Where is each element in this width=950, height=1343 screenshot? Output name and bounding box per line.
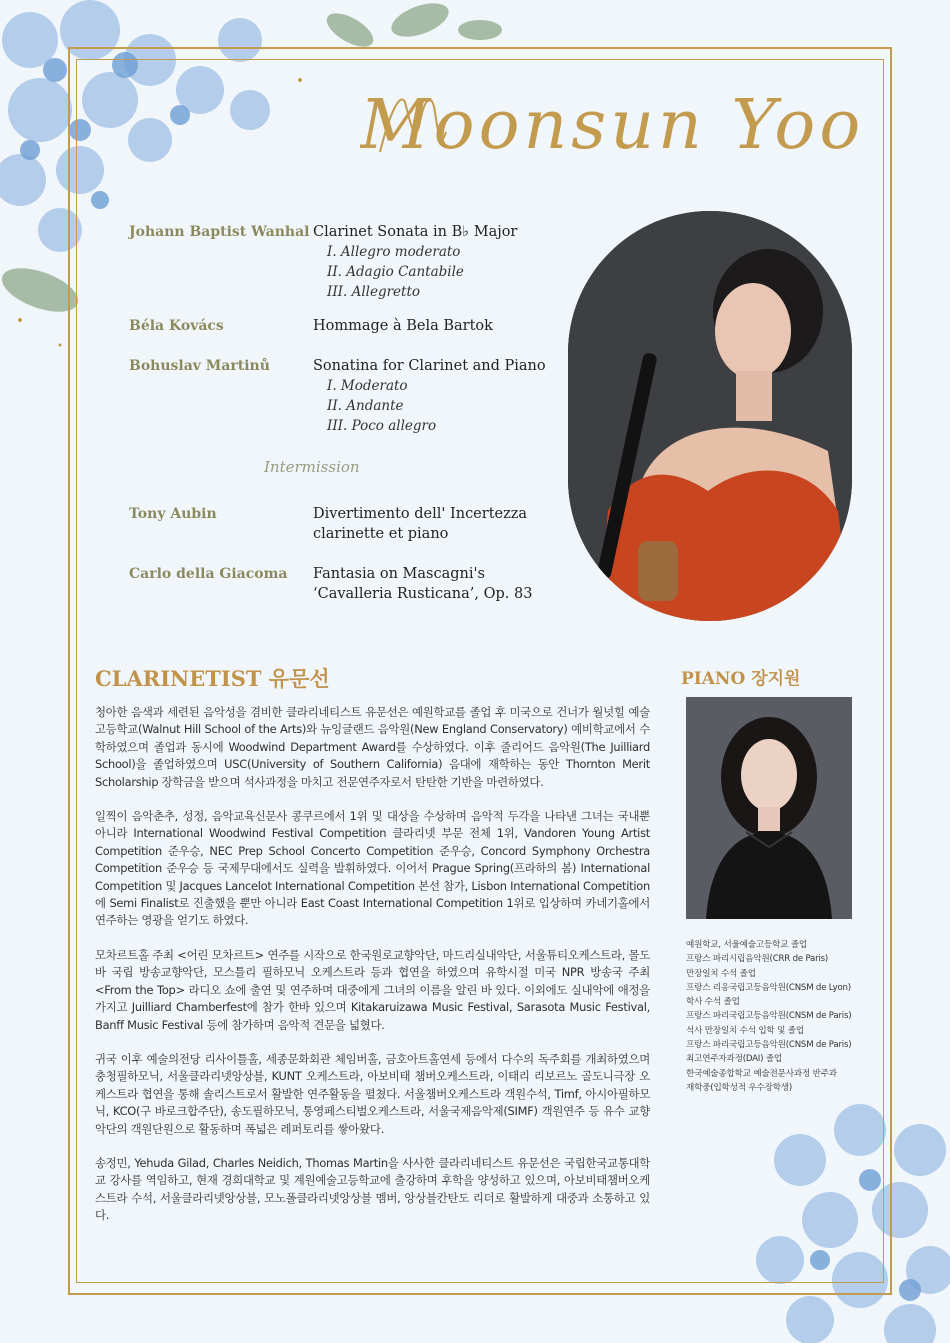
piano-bio-line: 석사 만장일치 수석 입학 및 졸업 (686, 1025, 804, 1036)
clarinetist-heading: CLARINETIST 유문선 (95, 666, 330, 691)
composer-name: Béla Kovács (129, 318, 224, 334)
piano-bio-line: 한국예술종합학교 예술전문사과정 반주과 (686, 1068, 837, 1079)
piano-bio-line: 재학중(입학성적 우수장학생) (686, 1082, 793, 1093)
piano-bio-line: 학사 수석 졸업 (686, 997, 740, 1008)
piano-bio-line: 프랑스 파리국립고등음악원(CNSM de Paris) (686, 1011, 852, 1022)
concert-program (129, 222, 559, 618)
bio-paragraph: 청아한 음색과 세련된 음악성을 겸비한 클라리네티스트 유문선은 예원학교를 졸업 후 미국으로 건너가 월넛힐 예술고등학교(Walnut Hill School of the Arts)와 뉴잉글랜드 음악원(New England Conservatory) 예비학교에서 수학하였으며 졸업과 동시에 Woodwind Department Award를 수상하였다. 이후 줄리어드 음악원(The Juilliard School)을 졸업하였으며 USC(University of Southern California) 음대에 재학하는 동안 Thornton Merit Scholarship 장학금을 받으며 석사과정을 마치고 전문연주자로서 탄탄한 기반을 마련하였다. (95, 705, 650, 789)
pianist-photo (686, 697, 852, 919)
piano-bio-line: 프랑스 파리시립음악원(CRR de Paris) (686, 954, 829, 965)
work-subtitle: ‘Cavalleria Rusticana’, Op. 83 (313, 586, 533, 602)
piano-bio-line: 프랑스 리옹국립고등음악원(CNSM de Lyon) (686, 982, 851, 993)
bio-paragraph: 송정민, Yehuda Gilad, Charles Neidich, Thomas Martin을 사사한 클라리네티스트 유문선은 국립한국교통대학교 강사를 역임하고, 현재 경희대학교 및 계원예술고등학교에 출강하며 후학을 양성하고 있으며, 아보비태챔버오케스트라 수석, 서울클라리넷앙상블, 모노폴클라리넷앙상블 멤버, 앙상블칸탄도 리더로 활발하게 대중과 소통하고 있다. (95, 1155, 650, 1223)
movement: I. Moderato (327, 378, 408, 394)
svg-text:Intermission: Intermission (264, 458, 360, 476)
clarinetist-biography (95, 704, 650, 1242)
svg-text:Moonsun Yoo: Moonsun Yoo (360, 86, 865, 165)
intermission-label (262, 450, 372, 482)
bio-paragraph: 일찍이 음악춘추, 성정, 음악교육신문사 콩쿠르에서 1위 및 대상을 수상하며 음악적 두각을 나타낸 그녀는 국내뿐 아니라 International Woodwind Festival Competition 클라리넷 부문 전체 1위, Vandoren Young Artist Competition 준우승, NEC Prep School Concerto Competition 준우승, Concord Symphony Orchestra Competition 준우승 등 국제무대에서도 실력을 발휘하였다. 이어서 Prague Spring(프라하의 봄) International Competition 및 Jacques Lancelot International Competition 본선 참가, Lisbon International Competition에 Semi Finalist로 진출했을 뿐만 아니라 East Coast International Competition 1위로 입상하며 카네기홀에서 연주하는 영광을 얻기도 하였다. (95, 809, 650, 928)
program-item (129, 222, 559, 302)
pianist-heading: PIANO 장지원 (681, 669, 801, 689)
movement: II. Adagio Cantabile (327, 264, 464, 280)
performer-name-title (360, 62, 880, 172)
work-title: Divertimento dell' Incertezza (313, 506, 528, 522)
piano-bio-line: 최고연주자과정(DAI) 졸업 (686, 1054, 783, 1065)
composer-name: Bohuslav Martinů (129, 358, 270, 374)
piano-bio-line: 만장일치 수석 졸업 (686, 968, 756, 979)
movement: II. Andante (327, 398, 404, 414)
bio-paragraph: 모차르트홀 주최 <어린 모차르트> 연주를 시작으로 한국원로교향악단, 마드리실내악단, 서울튜티오케스트라, 몰도바 국립 방송교향악단, 모스틀리 필하모닉 오케스트라 등과 협연을 하였으며 유학시절 미국 NPR 방송국 주최 <From the Top> 라디오 쇼에 출연 및 연주하며 대중에게 그녀의 이름을 알린 바 있다. 이외에도 실내악에 애정을 가지고 Juilliard Chamberfest에 참가 한바 있으며 Kitakaruizawa Music Festival, Sarasota Music Festival, Banff Music Festival 등에 참가하며 음악적 견문을 넓혔다. (95, 947, 650, 1032)
movement: III. Poco allegro (327, 418, 437, 434)
work-title: Clarinet Sonata in B♭ Major (313, 224, 518, 240)
program-item (129, 504, 559, 544)
bio-paragraph: 귀국 이후 예술의전당 리사이틀홀, 세종문화회관 체임버홀, 금호아트홀연세 등에서 다수의 독주회를 개최하였으며 충청필하모닉, 서울클라리넷앙상블, KUNT 오케스트라, 아보비태 챔버오케스트라, 이태리 리보르노 골도니극장 오케스트라 협연을 통해 솔리스트로서 활발한 연주활동을 펼쳤다. 서울챔버오케스트라 객원수석, Timf, 아시아필하모닉, KCO(구 바로크합주단), 송도필하모닉, 통영페스티벌오케스트라, 서울국제음악제(SIMF) 객원연주 등 유수 교향악단의 객원단원으로 활동하며 폭넓은 레퍼토리를 쌓아왔다. (95, 1051, 650, 1136)
clarinetist-photo (568, 211, 852, 621)
piano-bio-line: 프랑스 파리국립고등음악원(CNSM de Paris) (686, 1040, 852, 1051)
program-item (129, 356, 559, 436)
work-title: Hommage à Bela Bartok (313, 318, 493, 334)
movement: III. Allegretto (327, 284, 421, 300)
work-subtitle: clarinette et piano (313, 526, 449, 542)
program-item (129, 316, 559, 336)
piano-bio-line: 예원학교, 서울예술고등학교 졸업 (686, 940, 808, 950)
composer-name: Tony Aubin (129, 506, 217, 522)
pianist-biography (686, 938, 886, 1095)
work-title: Sonatina for Clarinet and Piano (313, 358, 546, 374)
work-title: Fantasia on Mascagni's (313, 566, 485, 582)
composer-name: Carlo della Giacoma (129, 566, 288, 582)
movement: I. Allegro moderato (327, 244, 461, 260)
composer-name: Johann Baptist Wanhal (129, 224, 310, 240)
program-item (129, 564, 559, 604)
